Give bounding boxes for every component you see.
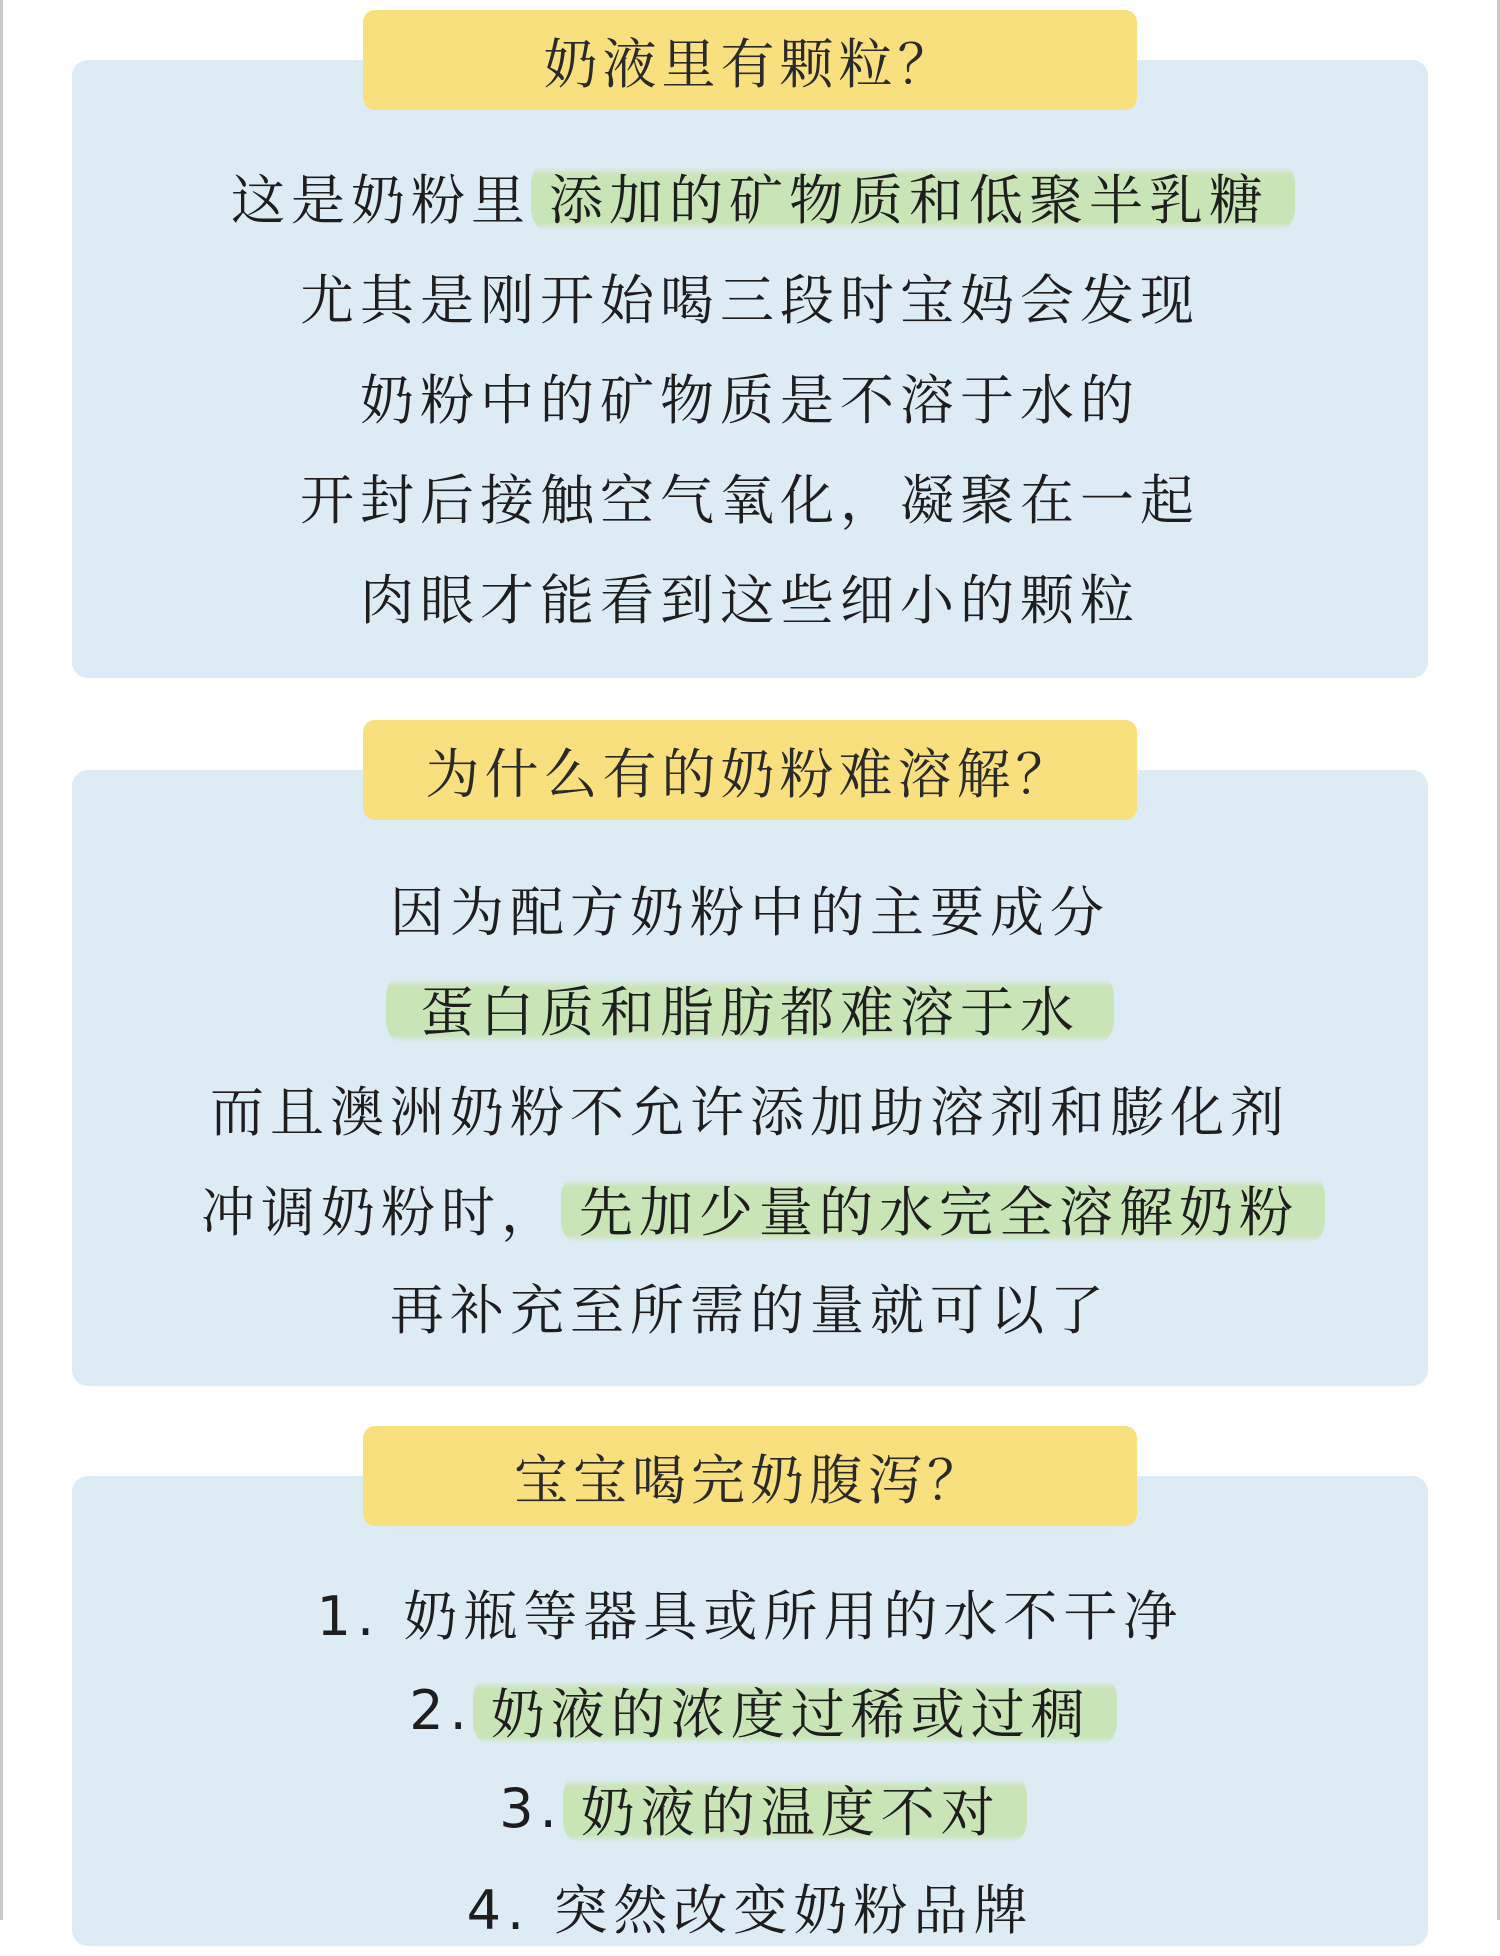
- text-line: [72, 1058, 1428, 1158]
- text-line: [72, 1158, 1428, 1258]
- highlighted-text: 奶液的温度不对: [563, 1770, 1027, 1847]
- line-text: 2.: [409, 1678, 473, 1742]
- line-text: 尤其是刚开始喝三段时宝妈会发现: [300, 268, 1200, 332]
- text-line: [72, 346, 1428, 446]
- section-title-tag: [363, 1426, 1137, 1526]
- section-title-tag: [363, 720, 1137, 820]
- highlighted-text: 蛋白质和脂肪都难溶于水: [386, 970, 1114, 1047]
- section-title: 宝宝喝完奶腹泻？: [514, 1448, 986, 1512]
- text-line: [72, 1256, 1428, 1356]
- text-line: [72, 246, 1428, 346]
- line-text: 奶粉中的矿物质是不溶于水的: [360, 368, 1140, 432]
- line-text: 因为配方奶粉中的主要成分: [390, 880, 1110, 944]
- text-line: [72, 446, 1428, 546]
- list-item: [72, 1562, 1428, 1662]
- list-item: [72, 1660, 1428, 1760]
- section-title-tag: [363, 10, 1137, 110]
- line-text: 4. 突然改变奶粉品牌: [466, 1878, 1034, 1942]
- section-title: 奶液里有颗粒？: [543, 32, 957, 96]
- text-line: [72, 546, 1428, 646]
- line-text: 冲调奶粉时，: [201, 1180, 561, 1244]
- line-text: 这是奶粉里: [231, 168, 531, 232]
- text-line: [72, 958, 1428, 1058]
- line-text: 而且澳洲奶粉不允许添加助溶剂和膨化剂: [210, 1080, 1290, 1144]
- line-text: 肉眼才能看到这些细小的颗粒: [360, 568, 1140, 632]
- highlighted-text: 添加的矿物质和低聚半乳糖: [531, 158, 1295, 235]
- line-text: 再补充至所需的量就可以了: [390, 1278, 1110, 1342]
- highlighted-text: 奶液的浓度过稀或过稠: [473, 1672, 1117, 1749]
- text-line: [72, 146, 1428, 246]
- highlighted-text: 先加少量的水完全溶解奶粉: [561, 1170, 1325, 1247]
- list-item: [72, 1758, 1428, 1858]
- line-text: 3.: [499, 1776, 563, 1840]
- line-text: 1. 奶瓶等器具或所用的水不干净: [316, 1584, 1184, 1648]
- section-title: 为什么有的奶粉难溶解？: [425, 742, 1075, 806]
- line-text: 开封后接触空气氧化，凝聚在一起: [300, 468, 1200, 532]
- left-border: [0, 0, 3, 1920]
- text-line: [72, 858, 1428, 958]
- list-item: [72, 1856, 1428, 1956]
